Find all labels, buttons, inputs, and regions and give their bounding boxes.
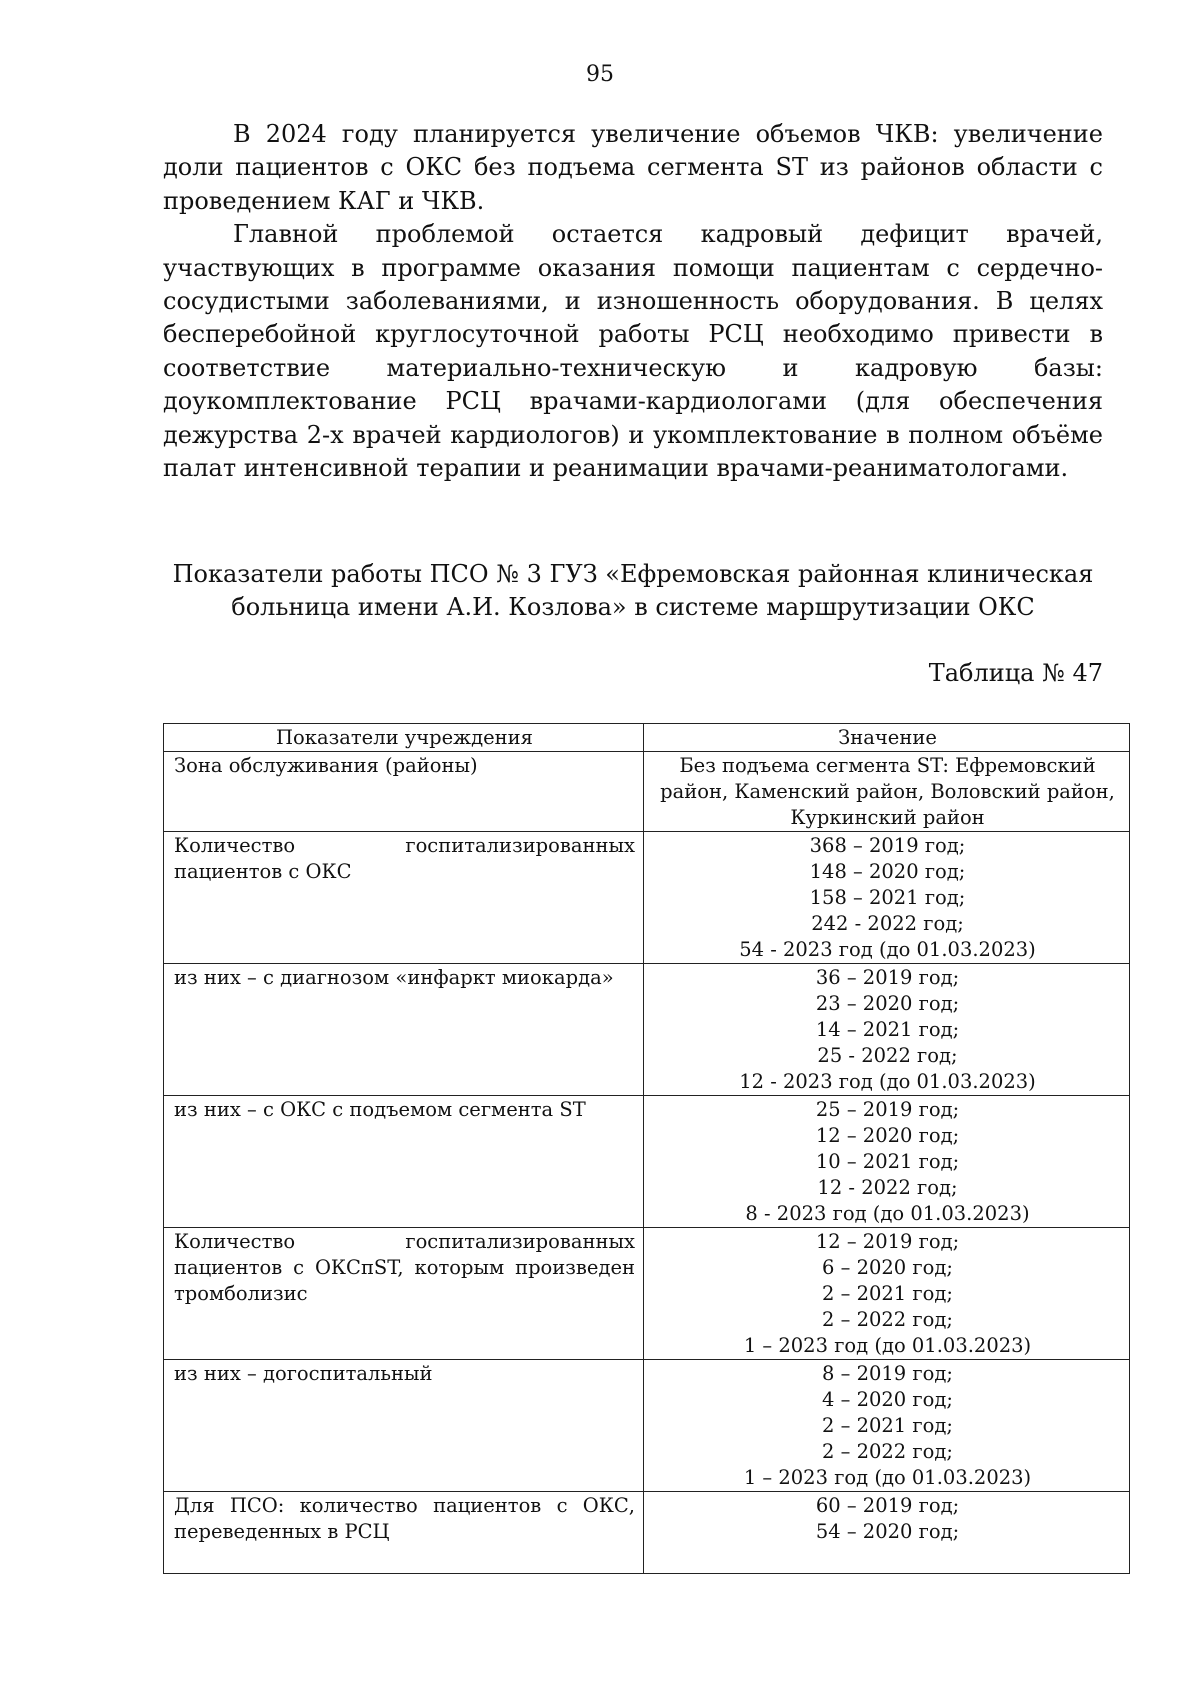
value-line: 242 - 2022 год; <box>811 912 964 935</box>
table-row <box>164 1228 1130 1360</box>
value-line: 8 – 2019 год; <box>822 1362 953 1385</box>
table-title-line: Показатели работы ПСО № 3 ГУЗ «Ефремовская районная клиническая <box>172 560 1094 588</box>
value-line: 2 – 2022 год; <box>822 1440 953 1463</box>
table-row <box>164 1492 1130 1574</box>
value-line: 12 - 2023 год (до 01.03.2023) <box>739 1070 1036 1093</box>
value-cell <box>644 832 1130 964</box>
table-row <box>164 1360 1130 1492</box>
value-line: 2 – 2021 год; <box>822 1414 953 1437</box>
value-line: 158 – 2021 год; <box>809 886 966 909</box>
table-body <box>164 752 1130 1574</box>
value-cell <box>644 752 1130 832</box>
indicator-cell: Зона обслуживания (районы) <box>164 752 644 832</box>
indicator-cell: из них – догоспитальный <box>164 1360 644 1492</box>
paragraph: В 2024 году планируется увеличение объемов ЧКВ: увеличение доли пациентов с ОКС без подъема сегмента ST из районов области с проведением КАГ и ЧКВ. <box>163 120 1103 215</box>
value-line: 6 – 2020 год; <box>822 1256 953 1279</box>
value-line: 2 – 2022 год; <box>822 1308 953 1331</box>
indicator-cell: Для ПСО: количество пациентов с ОКС, переведенных в РСЦ <box>164 1492 644 1574</box>
value-line: 60 – 2019 год; <box>815 1494 960 1517</box>
table-row <box>164 1096 1130 1228</box>
table-header-row <box>164 724 1130 752</box>
value-line: 14 – 2021 год; <box>815 1018 960 1041</box>
value-line: 1 – 2023 год (до 01.03.2023) <box>743 1334 1032 1357</box>
indicators-table <box>163 723 1130 1574</box>
value-line: 368 – 2019 год; <box>809 834 966 857</box>
table-title <box>163 558 1103 624</box>
value-line: 12 – 2020 год; <box>815 1124 960 1147</box>
value-line: 36 – 2019 год; <box>815 966 960 989</box>
indicator-cell: из них – с ОКС с подъемом сегмента ST <box>164 1096 644 1228</box>
page-number: 95 <box>586 62 614 87</box>
value-cell <box>644 1228 1130 1360</box>
value-line: 23 – 2020 год; <box>815 992 960 1015</box>
value-line: 2 – 2021 год; <box>822 1282 953 1305</box>
table-row <box>164 752 1130 832</box>
value-line: 1 – 2023 год (до 01.03.2023) <box>743 1466 1032 1489</box>
paragraph: Главной проблемой остается кадровый дефицит врачей, участвующих в программе оказания помощи пациентам с сердечно-сосудистыми заболеваниями, и изношенность оборудования. В целях бесперебойной круглосуточной работы РСЦ необходимо привести в соответствие материально-техническую и кадровую базы: доукомплектование РСЦ врачами-кардиологами (для обеспечения дежурства 2-х врачей кардиологов) и укомплектование в полном объёме палат интенсивной терапии и реанимации врачами-реаниматологами. <box>163 220 1103 483</box>
column-header: Значение <box>644 724 1130 752</box>
column-header: Показатели учреждения <box>164 724 644 752</box>
value-line: Без подъема сегмента ST: Ефремовский район, Каменский район, Воловский район, Куркинский район <box>660 754 1115 829</box>
value-line: 148 – 2020 год; <box>809 860 966 883</box>
value-cell <box>644 1360 1130 1492</box>
value-line: 25 - 2022 год; <box>817 1044 958 1067</box>
value-cell <box>644 1492 1130 1574</box>
value-line: 8 - 2023 год (до 01.03.2023) <box>745 1202 1030 1225</box>
value-line: 54 – 2020 год; <box>815 1520 960 1543</box>
indicator-cell: из них – с диагнозом «инфаркт миокарда» <box>164 964 644 1096</box>
table-title-line: больница имени А.И. Козлова» в системе маршрутизации ОКС <box>231 593 1035 621</box>
table-number: Таблица № 47 <box>928 659 1103 687</box>
table-row <box>164 964 1130 1096</box>
value-line: 12 - 2022 год; <box>817 1176 958 1199</box>
value-line: 12 – 2019 год; <box>815 1230 960 1253</box>
value-line: 10 – 2021 год; <box>815 1150 960 1173</box>
value-cell <box>644 1096 1130 1228</box>
indicator-cell: Количество госпитализированных пациентов с ОКС <box>164 832 644 964</box>
indicator-cell: Количество госпитализированных пациентов с ОКСпST, которым произведен тромболизис <box>164 1228 644 1360</box>
body-text <box>163 118 1103 485</box>
value-cell <box>644 964 1130 1096</box>
value-line: 4 – 2020 год; <box>822 1388 953 1411</box>
value-line: 54 - 2023 год (до 01.03.2023) <box>739 938 1036 961</box>
table-row <box>164 832 1130 964</box>
value-line: 25 – 2019 год; <box>815 1098 960 1121</box>
